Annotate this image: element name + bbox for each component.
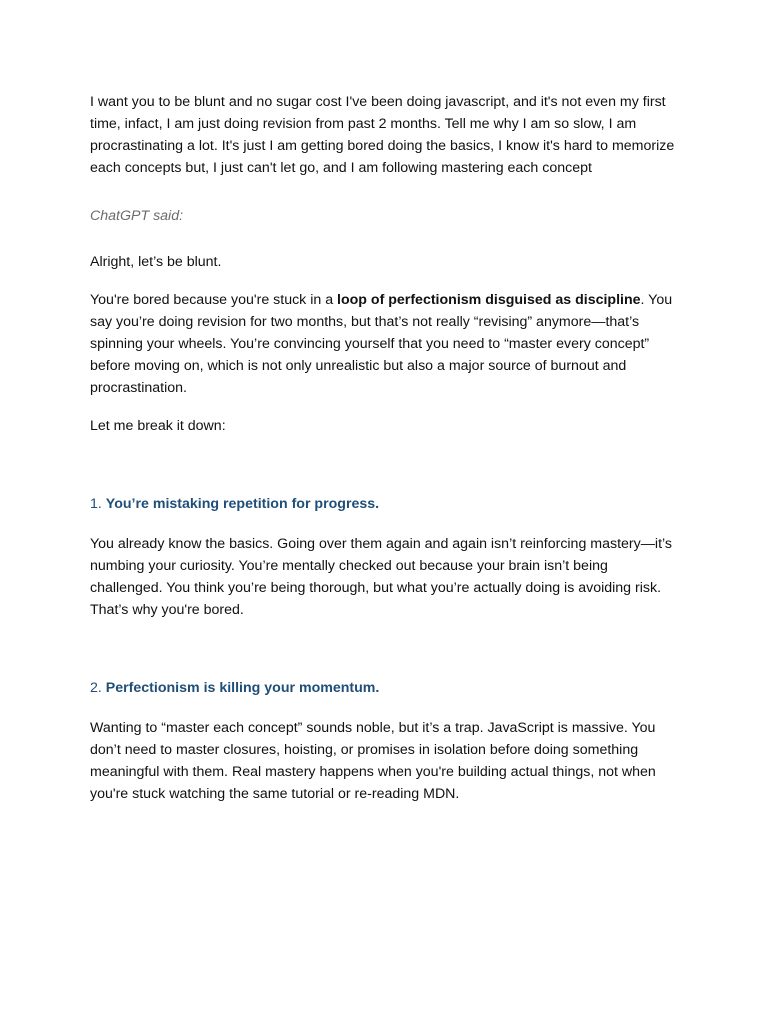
section-title-1: You’re mistaking repetition for progress.: [105, 496, 380, 512]
section-body-2: Wanting to “master each concept” sounds noble, but it’s a trap. JavaScript is massive. You don’t need to master closures, hoisting, or promises in isolation before doing something meaningful with them. Real mastery happens when you're building actual things, not when you're stuck watching the same tutorial or re-reading MDN.: [90, 720, 656, 802]
section-title-2: Perfectionism is killing your momentum.: [105, 680, 380, 696]
section-number-2: 2.: [90, 680, 102, 696]
reply-paragraph-text-end: . You say you’re doing revision for two months, but that’s not really “revising” anymore—that’s spinning your wheels. You’re convincing yourself that you need to “master every concept” before moving on, which is not only unrealistic but also a major source of burnout and procrastination.: [90, 292, 673, 396]
section-body-1: You already know the basics. Going over them again and again isn’t reinforcing mastery—it’s numbing your curiosity. You’re mentally checked out because your brain isn’t being challenged. You think you’re being thorough, but what you’re actually doing is avoiding risk. That’s why you're bored.: [90, 536, 673, 618]
reply-opening: Alright, let’s be blunt.: [90, 254, 222, 270]
reply-paragraph-text-start: You're bored because you're stuck in a: [90, 292, 338, 308]
section-spacer: [90, 453, 680, 493]
section-number-1: 1.: [90, 496, 102, 512]
reply-paragraph-emphasis: loop of perfectionism disguised as discipline: [337, 292, 641, 308]
breakdown-intro: Let me break it down:: [90, 418, 226, 434]
document-page: [90, 91, 680, 821]
speaker-label: ChatGPT said:: [90, 208, 184, 224]
section-heading-2: [90, 677, 680, 699]
reply-paragraph: [90, 289, 680, 399]
section-heading-1: [90, 493, 680, 515]
section-spacer: [90, 637, 680, 677]
user-prompt: I want you to be blunt and no sugar cost I've been doing javascript, and it's not even my first time, infact, I am just doing revision from past 2 months. Tell me why I am so slow, I am procrastinating a lot. It's just I am getting bored doing the basics, I know it's hard to memorize each concepts but, I just can't let go, and I am following mastering each concept: [90, 94, 675, 176]
